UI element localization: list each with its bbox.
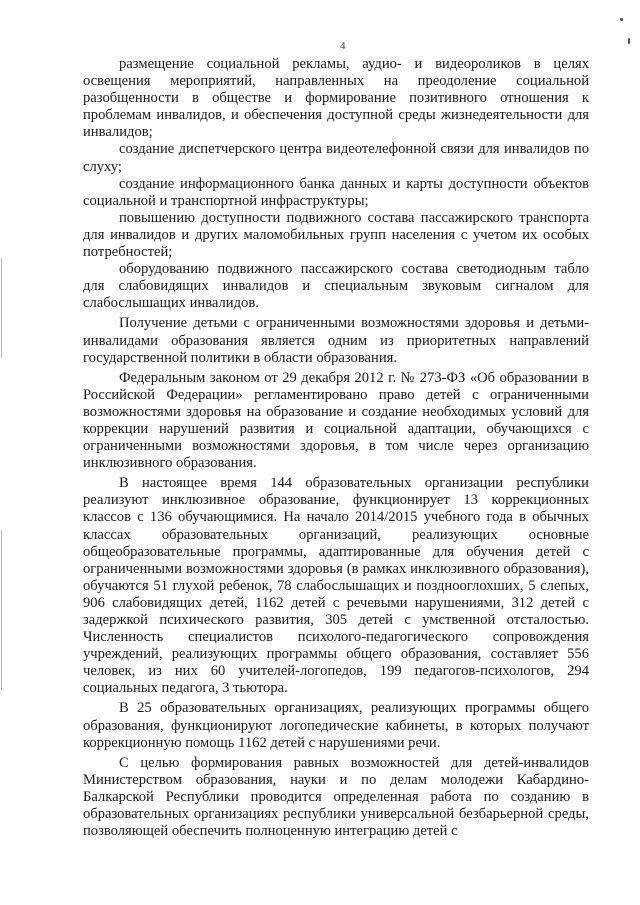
paragraph: В 25 образовательных организациях, реализующих программы общего образования, функционируют логопедические кабинеты, в которых получают коррекционную помощь 1162 детей с нарушениями речи.: [83, 700, 589, 751]
scan-edge-line: [1, 258, 2, 358]
paragraph: Получение детьми с ограниченными возможностями здоровья и детьми-инвалидами образования является одним из приоритетных направлений государственной политики в области образования.: [83, 315, 589, 366]
scan-edge-line: [1, 530, 2, 690]
page-number: 4: [340, 40, 346, 52]
paragraph: повышению доступности подвижного состава пассажирского транспорта для инвалидов и других маломобильных групп населения с учетом их особых потребностей;: [83, 209, 589, 261]
scan-dot-mark: [628, 38, 630, 44]
paragraph: оборудованию подвижного пассажирского состава светодиодным табло для слабовидящих инвалидов и специальным звуковым сигналом для слабослышащих инвалидов.: [83, 261, 589, 312]
paragraph: создание диспетчерского центра видеотелефонной связи для инвалидов по слуху;: [83, 141, 589, 175]
document-body: [83, 56, 589, 840]
paragraph: размещение социальной рекламы, аудио- и видеороликов в целях освещения мероприятий, направленных на преодоление социальной разобщенности в обществе и формирование позитивного отношения к проблемам инвалидов, и обеспечения доступной среды жизнедеятельности для инвалидов;: [83, 56, 589, 141]
paragraph: создание информационного банка данных и карты доступности объектов социальной и транспортной инфраструктуры;: [83, 175, 589, 209]
paragraph: Федеральным законом от 29 декабря 2012 г. № 273-ФЗ «Об образовании в Российской Федерации» регламентировано право детей с ограниченными возможностями здоровья на образование и создание необходимых условий для коррекции нарушений развития и социальной адаптации, обучающихся с ограниченными возможностями здоровья, в том числе через организацию инклюзивного образования.: [83, 369, 589, 472]
paragraph: В настоящее время 144 образовательных организации республики реализуют инклюзивное образование, функционирует 13 коррекционных классов с 136 обучающимися. На начало 2014/2015 учебного года в обычных классах образовательных организаций, реализующих основные общеобразовательные программы, адаптированные для обучения детей с ограниченными возможностями здоровья (в рамках инклюзивного образования), обучаются 51 глухой ребенок, 78 слабослышащих и позднооглохших, 5 слепых, 906 слабовидящих детей, 1162 детей с речевыми нарушениями, 312 детей с задержкой психического развития, 305 детей с умственной отсталостью. Численность специалистов психолого-педагогического сопровождения учреждений, реализующих программы общего образования, составляет 556 человек, из них 60 учителей-логопедов, 199 педагогов-психологов, 294 социальных педагога, 3 тьютора.: [83, 475, 589, 697]
scan-dot-mark: [620, 18, 623, 21]
paragraph: С целью формирования равных возможностей для детей-инвалидов Министерством образования, науки и по делам молодежи Кабардино-Балкарской Республики проводится определенная работа по созданию в образовательных организациях республики универсальной безбарьерной среды, позволяющей обеспечить полноценную интеграцию детей с: [83, 754, 589, 840]
